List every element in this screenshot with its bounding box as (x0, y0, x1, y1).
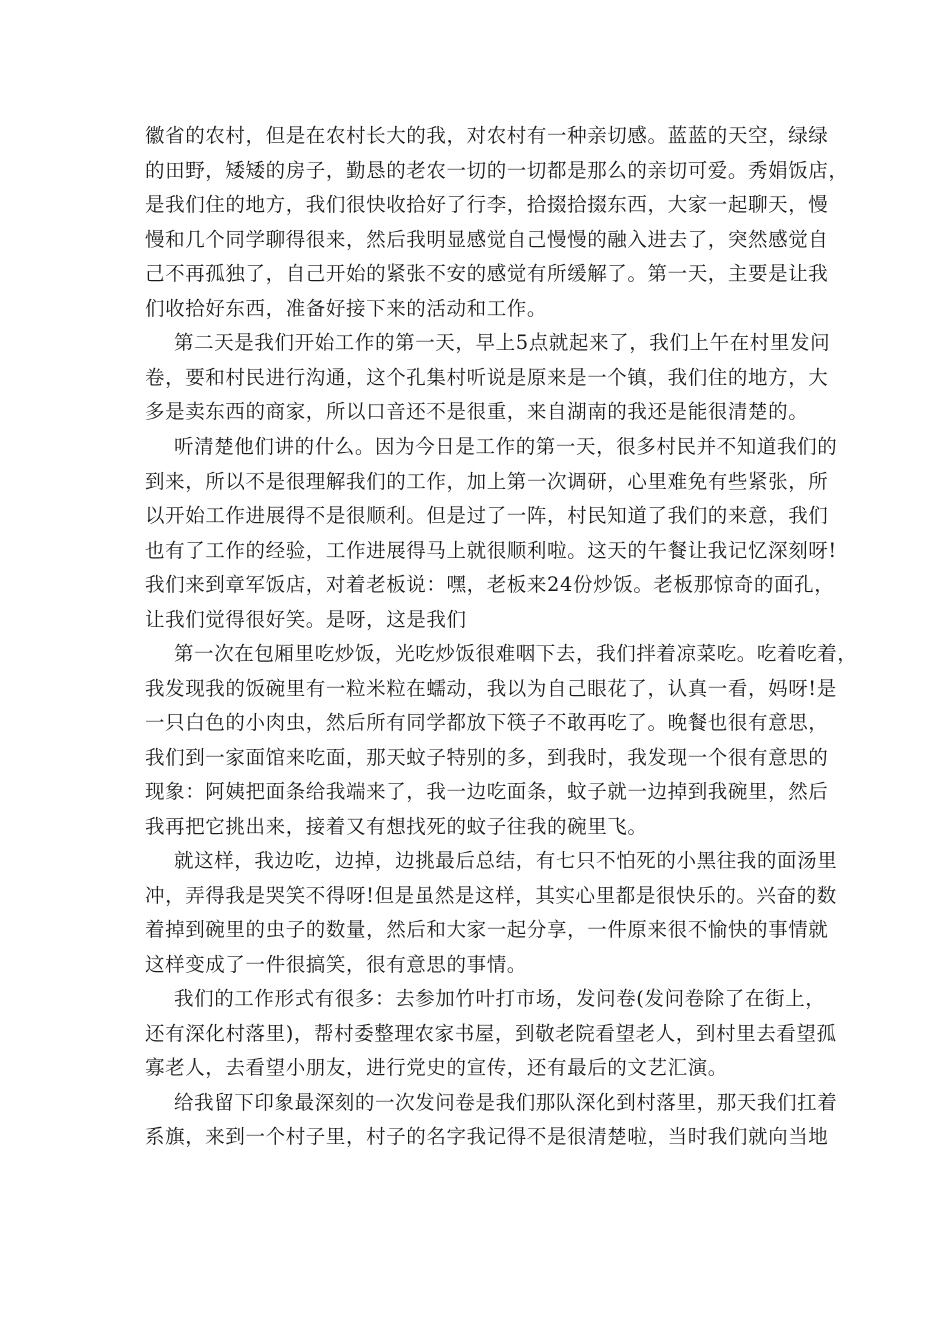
text-line: 徽省的农村，但是在农村长大的我，对农村有一种亲切感。蓝蓝的天空，绿绿 (145, 124, 829, 147)
text-line: 我再把它挑出来，接着又有想找死的蚊子往我的碗里飞。 (145, 815, 648, 838)
paragraph-first-line: 第一次在包厢里吃炒饭，光吃炒饭很难咽下去，我们拌着凉菜吃。吃着吃着， (174, 642, 858, 665)
text-line: 也有了工作的经验，工作进展得马上就很顺利啦。这天的午餐让我记忆深刻呀! (145, 539, 837, 562)
text-line: 多是卖东西的商家，所以口音还不是很重，来自湖南的我还是能很清楚的。 (145, 400, 809, 423)
paragraph-first-line: 我们的工作形式有很多：去参加竹叶打市场，发问卷(发问卷除了在街上， (174, 987, 826, 1010)
text-line: 们收拾好东西，准备好接下来的活动和工作。 (145, 297, 548, 320)
text-line: 还有深化村落里)，帮村委整理农家书屋，到敬老院看望老人，到村里去看望孤 (145, 1022, 837, 1045)
text-line: 到来，所以不是很理解我们的工作，加上第一次调研，心里难免有些紧张，所 (145, 470, 829, 493)
text-line: 系旗，来到一个村子里，村子的名字我记得不是很清楚啦，当时我们就向当地 (145, 1125, 829, 1148)
text-line: 我们来到章军饭店，对着老板说：嘿，老板来24份炒饭。老板那惊奇的面孔， (145, 573, 835, 596)
paragraph-first-line: 给我留下印象最深刻的一次发问卷是我们那队深化到村落里，那天我们扛着 (174, 1091, 838, 1114)
text-line: 一只白色的小肉虫，然后所有同学都放下筷子不敢再吃了。晚餐也很有意思， (145, 711, 829, 734)
text-line: 这样变成了一件很搞笑，很有意思的事情。 (145, 953, 527, 976)
text-line: 己不再孤独了，自己开始的紧张不安的感觉有所缓解了。第一天，主要是让我 (145, 262, 829, 285)
text-line: 着掉到碗里的虫子的数量，然后和大家一起分享，一件原来很不愉快的事情就 (145, 918, 829, 941)
text-line: 的田野，矮矮的房子，勤恳的老农一切的一切都是那么的亲切可爱。秀娟饭店， (145, 159, 849, 182)
text-line: 让我们觉得很好笑。是呀，这是我们 (145, 608, 467, 631)
text-line: 以开始工作进展得不是很顺利。但是过了一阵，村民知道了我们的来意，我们 (145, 504, 829, 527)
text-line: 卷，要和村民进行沟通，这个孔集村听说是原来是一个镇，我们住的地方，大 (145, 366, 829, 389)
text-line: 我发现我的饭碗里有一粒米粒在蠕动，我以为自己眼花了，认真一看，妈呀!是 (145, 677, 837, 700)
paragraph-first-line: 第二天是我们开始工作的第一天，早上5点就起来了，我们上午在村里发问 (174, 331, 831, 354)
text-line: 慢和几个同学聊得很来，然后我明显感觉自己慢慢的融入进去了，突然感觉自 (145, 228, 829, 251)
paragraph-first-line: 听清楚他们讲的什么。因为今日是工作的第一天，很多村民并不知道我们的 (174, 435, 838, 458)
text-line: 现象：阿姨把面条给我端来了，我一边吃面条，蚊子就一边掉到我碗里，然后 (145, 780, 829, 803)
text-line: 我们到一家面馆来吃面，那天蚊子特别的多，到我时，我发现一个很有意思的 (145, 746, 829, 769)
text-line: 寡老人，去看望小朋友，进行党史的宣传，还有最后的文艺汇演。 (145, 1056, 728, 1079)
paragraph-first-line: 就这样，我边吃，边掉，边挑最后总结，有七只不怕死的小黑往我的面汤里 (174, 849, 838, 872)
text-line: 是我们住的地方，我们很快收拾好了行李，拾掇拾掇东西，大家一起聊天，慢 (145, 193, 829, 216)
text-line: 冲，弄得我是哭笑不得呀!但是虽然是这样，其实心里都是很快乐的。兴奋的数 (145, 884, 837, 907)
